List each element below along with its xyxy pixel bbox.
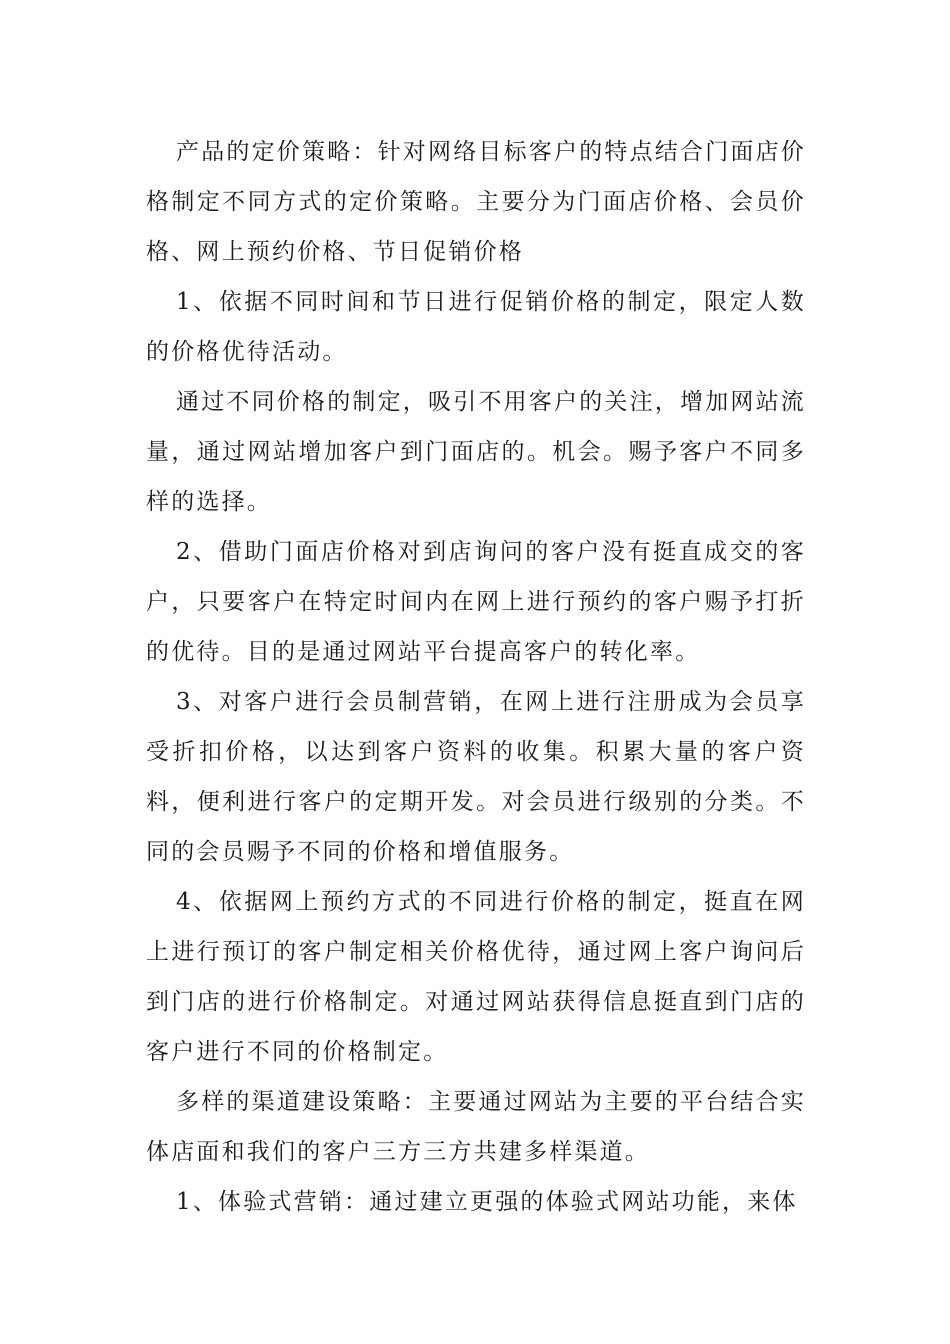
document-body bbox=[146, 127, 806, 1227]
paragraph-pricing-purpose: 通过不同价格的制定，吸引不用客户的关注，增加网站流量，通过网站增加客户到门面店的。机会。赐予客户不同多样的选择。 bbox=[146, 389, 806, 515]
paragraph-channel-strategy: 多样的渠道建设策略：主要通过网站为主要的平台结合实体店面和我们的客户三方三方共建多样渠道。 bbox=[146, 1089, 806, 1165]
paragraph-item-1-holiday-pricing: 1、依据不同时间和节日进行促销价格的制定，限定人数的价格优待活动。 bbox=[146, 289, 806, 365]
paragraph-item-4-online-booking: 4、依据网上预约方式的不同进行价格的制定，挺直在网上进行预订的客户制定相关价格优待，通过网上客户询问后到门店的进行价格制定。对通过网站获得信息挺直到门店的客户进行不同的价格制定。 bbox=[146, 889, 806, 1065]
paragraph-item-2-store-price: 2、借助门面店价格对到店询问的客户没有挺直成交的客户，只要客户在特定时间内在网上进行预约的客户赐予打折的优待。目的是通过网站平台提高客户的转化率。 bbox=[146, 539, 806, 665]
paragraph-pricing-strategy: 产品的定价策略：针对网络目标客户的特点结合门面店价格制定不同方式的定价策略。主要分为门面店价格、会员价格、网上预约价格、节日促销价格 bbox=[146, 139, 806, 265]
paragraph-item-3-membership: 3、对客户进行会员制营销，在网上进行注册成为会员享受折扣价格，以达到客户资料的收集。积累大量的客户资料，便利进行客户的定期开发。对会员进行级别的分类。不同的会员赐予不同的价格和增值服务。 bbox=[146, 689, 806, 865]
paragraph-item-1-experience-marketing: 1、体验式营销：通过建立更强的体验式网站功能，来体 bbox=[176, 1189, 798, 1215]
